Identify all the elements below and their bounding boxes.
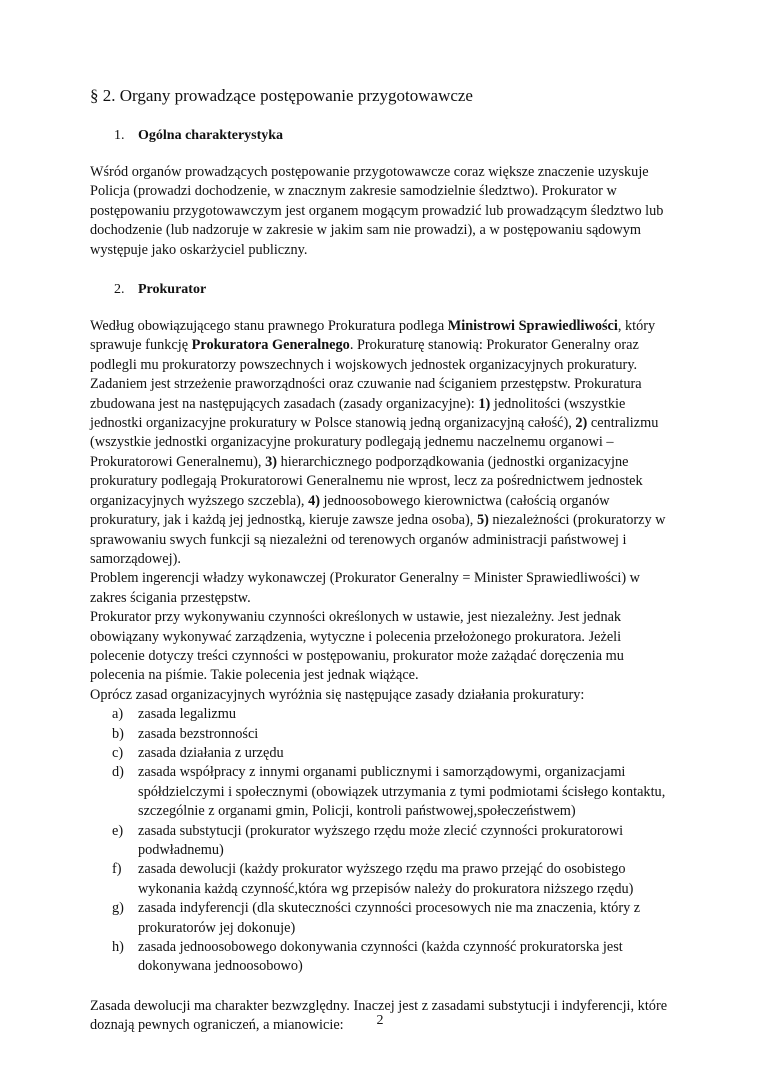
principle-number: 4)	[308, 492, 320, 509]
text-run: niezależności (prokuratorzy w sprawowaniu swych funkcji są niezależni od terenowych organów administracji państwowej i samorządowej).	[90, 512, 666, 567]
text-run: jednoosobowego kierownictwa (całością organów prokuratury, jak i każdą jej jednostką, kieruje zawsze jedna osoba),	[90, 492, 610, 529]
list-item-text: zasada indyferencji (dla skuteczności czynności procesowych nie ma znaczenia, który z prokuratorów jej dokonuje)	[138, 900, 641, 936]
text-run: . Prokuraturę stanowią: Prokurator Generalny oraz podlegli mu prokuratorzy powszechnych i wojskowych jednostek organizacyjnych prokuratury. Zadaniem jest strzeżenie praworządności oraz czuwanie nad ściganiem przestępstw. Prokuratura zbudowana jest na następujących zasadach (zasady organizacyjne):	[90, 337, 642, 412]
bold-term-minister: Ministrowi Sprawiedliwości	[447, 318, 618, 335]
subsection-heading-1	[90, 126, 670, 146]
list-item-letter: d)	[112, 764, 124, 781]
list-item-text: zasada legalizmu	[138, 706, 237, 723]
list-item-letter: h)	[112, 939, 124, 956]
list-item-letter: c)	[112, 744, 124, 761]
subsection-heading-2	[90, 280, 670, 300]
principle-number: 2)	[575, 415, 588, 432]
list-item	[90, 860, 670, 899]
principle-number: 1)	[478, 395, 491, 412]
closing-paragraph: Zasada dewolucji ma charakter bezwzględny. Inaczej jest z zasadami substytucji i indyferencji, które doznają pewnych ograniczeń, a mianowicie:	[90, 997, 668, 1034]
principles-list	[90, 705, 670, 977]
list-item	[90, 899, 670, 938]
page-content	[90, 86, 670, 1036]
list-item-letter: e)	[112, 822, 124, 839]
list-item	[90, 725, 670, 744]
list-item-text: zasada jednoosobowego dokonywania czynności (każda czynność prokuratorska jest dokonywana jednoosobowo)	[138, 939, 623, 975]
list-item	[90, 763, 670, 821]
subsection-title: Prokurator	[138, 282, 207, 298]
prosecutor-paragraph-3: Prokurator przy wykonywaniu czynności określonych w ustawie, jest niezależny. Jest jednak obowiązany wykonywać zarządzenia, wytyczne i polecenia przełożonego prokuratora. Jeżeli polecenie dotyczy treści czynności w postępowaniu, prokurator może zażądać doręczenia mu polecenia na piśmie. Takie polecenia jest jednak wiążące.	[90, 609, 624, 684]
prosecutor-paragraph-1	[90, 317, 670, 569]
subsection-number: 2.	[114, 282, 125, 298]
prosecutor-paragraph-4: Oprócz zasad organizacyjnych wyróżnia się następujące zasady działania prokuratury:	[90, 686, 585, 703]
text-run: hierarchicznego podporządkowania (jednostki organizacyjne prokuratury podlegają Prokuratorowi Generalnemu nie wprost, lecz za pośrednictwem jednostek organizacyjnych wyższego szczebla),	[90, 453, 643, 509]
page-number: 2	[376, 1013, 384, 1028]
list-item-text: zasada współpracy z innymi organami publicznymi i samorządowymi, organizacjami spółdzielczymi i społecznymi (obowiązek utrzymania z tymi podmiotami ścisłego kontaktu, szczególnie z organami gmin, Policji, kontroli państwowej,społeczeństwem)	[138, 764, 666, 820]
list-item-letter: a)	[112, 706, 124, 723]
list-item-text: zasada bezstronności	[138, 725, 259, 742]
list-item-text: zasada działania z urzędu	[138, 744, 284, 761]
list-item-text: zasada dewolucji (każdy prokurator wyższego rzędu ma prawo przejąć do osobistego wykonania każdą czynność,która wg przepisów należy do prokuratora niższego rzędu)	[138, 861, 634, 897]
text-run: Według obowiązującego stanu prawnego Prokuratura podlega	[90, 318, 448, 335]
bold-term-prosecutor-general: Prokuratora Generalnego	[191, 337, 350, 354]
principle-number: 5)	[476, 512, 489, 529]
list-item	[90, 822, 670, 861]
list-item	[90, 705, 670, 724]
text-run: jednolitości (wszystkie jednostki organizacyjne prokuratury w Polsce stanowią jedną organizacyjną całość),	[90, 395, 626, 432]
list-item	[90, 938, 670, 977]
spacer	[90, 977, 670, 997]
list-item-letter: g)	[112, 900, 124, 917]
list-item-letter: f)	[112, 861, 122, 878]
list-item-text: zasada substytucji (prokurator wyższego rzędu może zlecić czynności prokuratorowi podwładnemu)	[138, 822, 624, 858]
subsection-title: Ogólna charakterystyka	[138, 128, 284, 143]
intro-paragraph: Wśród organów prowadzących postępowanie przygotowawcze coraz większe znaczenie uzyskuje Policja (prowadzi dochodzenie, w znacznym zakresie samodzielnie śledztwo). Prokurator w postępowaniu przygotowawczym jest organem mogącym prowadzić lub prowadzącym śledztwo lub dochodzenie (lub nadzoruje w zakresie w jakim sam nie prowadzi), a w postępowaniu sądowym występuje jako oskarżyciel publiczny.	[90, 164, 664, 258]
list-item	[90, 744, 670, 763]
text-run: , który sprawuje funkcję	[90, 318, 656, 354]
section-title: § 2. Organy prowadzące postępowanie przygotowawcze	[90, 86, 473, 105]
prosecutor-paragraph-2: Problem ingerencji władzy wykonawczej (Prokurator Generalny = Minister Sprawiedliwości) w zakres ścigania przestępstw.	[90, 570, 640, 606]
subsection-number: 1.	[114, 128, 125, 143]
list-item-letter: b)	[112, 725, 124, 742]
text-run: centralizmu (wszystkie jednostki organizacyjne prokuratury podlegają jednemu naczelnemu organowi – Prokuratorowi Generalnemu),	[90, 415, 659, 470]
principle-number: 3)	[265, 453, 278, 470]
spacer	[90, 260, 670, 280]
